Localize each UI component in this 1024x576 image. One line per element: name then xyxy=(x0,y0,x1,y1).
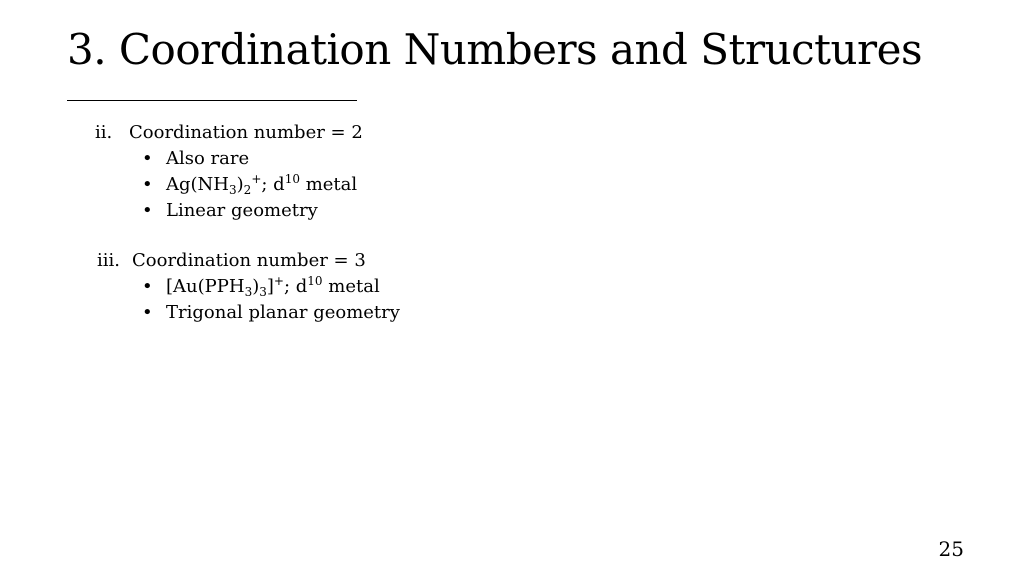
bullet-icon: • xyxy=(142,276,153,297)
title-underline xyxy=(67,100,357,101)
section-heading xyxy=(95,120,363,146)
bullet-icon: • xyxy=(142,148,153,169)
bullet-list xyxy=(142,146,363,224)
section-cn-2 xyxy=(95,120,363,224)
list-item xyxy=(142,146,363,172)
section-numeral: iii. xyxy=(97,250,120,271)
bullet-text: Linear geometry xyxy=(166,200,318,221)
list-item xyxy=(142,172,363,198)
slide-title: 3. Coordination Numbers and Structures xyxy=(67,25,923,74)
section-heading-text: Coordination number = 3 xyxy=(132,250,366,271)
section-cn-3 xyxy=(97,248,400,326)
section-numeral: ii. xyxy=(95,122,113,143)
section-heading xyxy=(97,248,400,274)
bullet-icon: • xyxy=(142,200,153,221)
bullet-text: Also rare xyxy=(166,148,250,169)
page-number: 25 xyxy=(938,537,964,561)
bullet-text-formula: $[Au(PPH_3)_3]^+$; $d^{10}$ metal xyxy=(166,274,380,299)
bullet-icon: • xyxy=(142,302,153,323)
bullet-list xyxy=(142,274,400,326)
bullet-text: Trigonal planar geometry xyxy=(166,302,400,323)
section-heading-text: Coordination number = 2 xyxy=(129,122,363,143)
bullet-text-formula: $Ag(NH_3)_2^+$; $d^{10}$ metal xyxy=(166,172,358,197)
list-item xyxy=(142,274,400,300)
bullet-icon: • xyxy=(142,174,153,195)
list-item xyxy=(142,198,363,224)
list-item xyxy=(142,300,400,326)
